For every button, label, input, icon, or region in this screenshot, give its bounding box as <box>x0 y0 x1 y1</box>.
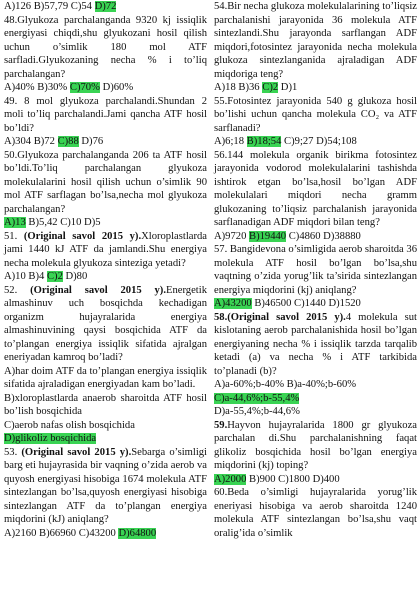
text-run: 50.Glyukoza parchalanganda 206 ta ATF hosil bo’ldi.To’liq parchalangan glyukoza molekulalarini hosil qilish uchun o’simlik 90 mol ATF sarflagan bo’lsa,necha mol glyukoza parchalangan? <box>4 149 207 215</box>
question-text <box>214 378 417 392</box>
bold-text: (Original savol 2015 y). <box>21 446 132 458</box>
text-run: C)aerob nafas olish bosqichida <box>4 419 135 431</box>
bold-text: (Original savol 2015 y). <box>23 230 142 242</box>
question-text <box>214 405 417 419</box>
bold-text: 58.(Original savol 2015 y). <box>214 311 346 323</box>
question-text <box>4 95 207 136</box>
question-text <box>214 311 417 379</box>
text-run: Sebarga o’simligi barg eti hujayrasida bir vaqning o’zida aerob va quyosh energiyasi hisobiga 1674 molekula ATF sintezlangan bo’lsa,quyosh energiyasi hisobiga sintezlangan ATF da to’plangan energiya miqdorini (kJ) aniqlang? <box>4 446 207 525</box>
question-text <box>4 149 207 217</box>
text-run: B)xloroplastlarda anaerob sharoitda ATF hosil bo’lish bosqichida <box>4 392 207 417</box>
question-text <box>214 486 417 540</box>
question-text <box>4 446 207 527</box>
text-run: A)har doim ATF da to’plangan energiya issiqlik sifatida ajraladigan energiyadan kam bo’ladi. <box>4 365 207 390</box>
text-run: A)10 B)4 <box>4 271 47 282</box>
answer-line <box>214 230 417 244</box>
text-run: Hayvon hujayralarida 1800 gr glyukoza parchalan di.Shu parchalanishning faqat glikoliz bosqichida hosil bo’lgan energiya miqdorini (kj) toping? <box>214 419 417 471</box>
text-run: A)a-60%;b-40% B)a-40%;b-60% <box>214 379 357 390</box>
answer-line <box>4 527 207 541</box>
right-column <box>214 0 417 540</box>
correct-answer-highlight: C)70% <box>69 82 100 93</box>
text-run: D)80 <box>62 271 88 282</box>
correct-answer-highlight: A)43200 <box>214 298 252 309</box>
question-text <box>214 419 417 473</box>
question-text <box>214 0 417 81</box>
text-run: 53. <box>4 446 22 458</box>
correct-answer-highlight: D)64800 <box>118 527 157 539</box>
question-text <box>4 419 207 433</box>
question-text <box>4 392 207 419</box>
correct-answer-highlight: A)2000 <box>214 473 247 485</box>
text-run: D)60% <box>99 82 134 93</box>
text-run: C)4860 D)38880 <box>286 230 361 242</box>
answer-line <box>4 270 207 284</box>
text-run: D)76 <box>78 136 104 147</box>
answer-line <box>4 432 207 446</box>
question-text <box>4 14 207 82</box>
text-run: D)1 <box>278 82 298 93</box>
answer-line <box>214 392 417 406</box>
answer-line <box>4 216 207 230</box>
text-run: B)900 C)1800 D)400 <box>246 473 340 485</box>
answer-line <box>214 135 417 149</box>
answer-line <box>4 81 207 95</box>
text-run: A)304 B)72 <box>4 136 58 147</box>
text-run: 52. <box>4 284 31 296</box>
text-run: C)9;27 D)54;108 <box>281 136 357 147</box>
text-run: D)a-55,4%;b-44,6% <box>214 406 300 417</box>
text-run: B)46500 C)1440 D)1520 <box>251 298 361 309</box>
correct-answer-highlight: D)glikoliz bosqichida <box>4 433 97 444</box>
correct-answer-highlight: C)2 <box>46 271 63 282</box>
text-run: 55.Fotosintez jarayonida 540 g glukoza hosil bo’lishi uchun qancha molekula CO₂ va ATF sarflanadi? <box>214 95 417 134</box>
bold-text: 59. <box>214 419 228 431</box>
answer-line <box>4 135 207 149</box>
text-run: Energetik almashinuv uch bosqichda kechadigan organizm hujayralarida energiya almashinuvining qaysi bosqichida ATF da to’plangan energiya issiqlik sifatida ajralgan eneriyadan kamroq bo’ladi? <box>4 284 207 363</box>
correct-answer-highlight: C)2 <box>262 82 279 93</box>
question-text <box>4 230 207 271</box>
text-run: 57. Bangidevona o’simligida aerob sharoitda 36 molekula ATF hosil bo’lgan bo’lsa,shu vaqtning o’zida yorug’lik ta’sirida sintezlangan energiya miqdorini (kj) aniqlang? <box>214 244 418 296</box>
text-run: 4 molekula sut kislotaning aerob parchalanishida hosil bo’lgan energiyaning necha % i issiqlik tarzda tarqalib ketadi (a) va necha % i ATF tarkibida to’planadi (b)? <box>214 311 417 377</box>
text-run: A)2160 B)66960 C)43200 <box>4 527 119 539</box>
answer-line <box>4 0 207 14</box>
question-text <box>4 284 207 365</box>
correct-answer-highlight: D)72 <box>94 1 117 12</box>
bold-text: (Original savol 2015 y). <box>30 284 166 296</box>
text-run: 54.Bir necha glukoza molekulalarining to’liqsiz parchalanishi jarayonida 36 molekula ATF sintezlandi.Shu jarayonda sarflangan ADF miqdori,fotosintez jarayonida necha molekula glukoza sintezlanganida ajraladigan ADF miqdoriga teng? <box>214 1 417 80</box>
question-text <box>214 149 417 230</box>
text-run: 49. 8 mol glyukoza parchalandi.Shundan 2 moli to’liq parchalandi.Jami qancha ATF hosil bo’ldi? <box>4 95 207 134</box>
correct-answer-highlight: B)18;54 <box>246 136 282 147</box>
correct-answer-highlight: C)88 <box>57 136 79 147</box>
question-text <box>4 365 207 392</box>
text-run: A)40% B)30% <box>4 82 70 93</box>
question-text <box>214 95 417 136</box>
text-run: 60.Beda o’simligi hujayralarida yorug’lik eneriyasi hisobiga va aerob sharoitda 1240 molekula ATF sintezlangan bo’lsa,shu vaqt oralig’ida o’simlik <box>214 487 417 539</box>
correct-answer-highlight: B)19440 <box>249 230 287 242</box>
answer-line <box>214 297 417 311</box>
text-run: A)9720 <box>214 230 250 242</box>
answer-line <box>214 473 417 487</box>
text-run: A)6;18 <box>214 136 247 147</box>
text-run: B)5,42 C)10 D)5 <box>25 217 101 228</box>
text-run: 51. <box>4 230 24 242</box>
question-text <box>214 243 417 297</box>
text-run: 48.Glyukoza parchalanganda 9320 kj issiqlik energiyasi chiqdi,shu glyukozani hosil qilish uchun o’simlik 180 mol ATF sarfladi.Glyukozaning necha % i to’liq parchalangan? <box>4 14 207 80</box>
answer-line <box>214 81 417 95</box>
left-column <box>4 0 207 540</box>
correct-answer-highlight: C)a-44,6%;b-55,4% <box>214 392 300 404</box>
text-run: Xloroplastlarda jami 1440 kJ ATF da jamlandi.Shu energiya necha molekula glyukoza sinteziga yetadi? <box>4 230 207 269</box>
text-run: A)18 B)36 <box>214 82 263 93</box>
text-run: A)126 B)57,79 C)54 <box>4 1 95 12</box>
text-run: 56.144 molekula organik birikma fotosintez jarayonida vodorod molekulalarini tashishda ishtirok etgan bo’lsa,hosil bo’lgan ADF molekulalari miqdori necha gramm glukozaning to’liqsiz parchalanish jarayonida sarflanadigan ADF miqdori bilan teng? <box>214 149 417 228</box>
correct-answer-highlight: A)13 <box>4 217 26 228</box>
